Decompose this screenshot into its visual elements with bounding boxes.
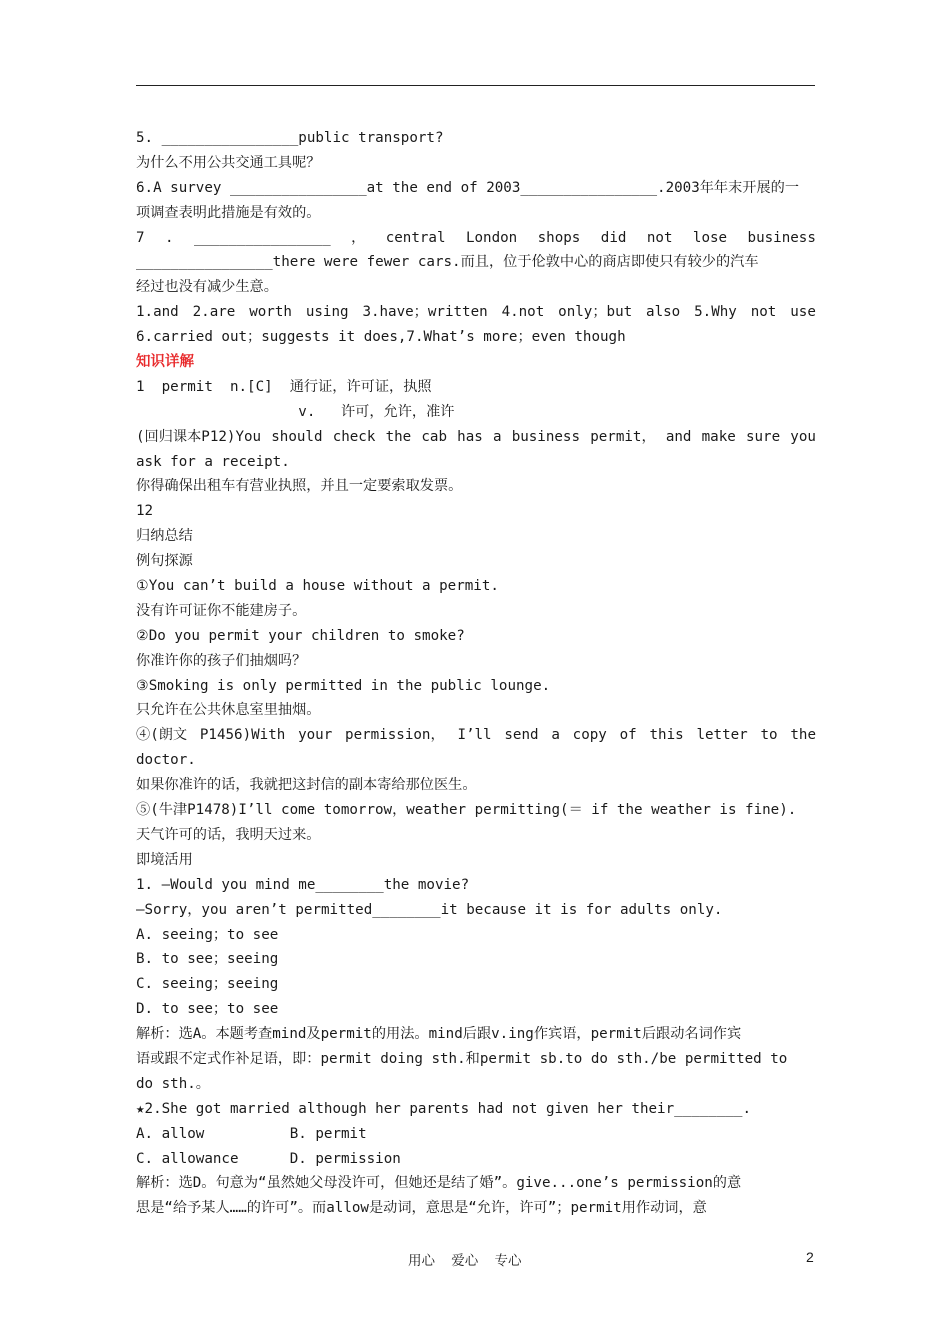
question-2: ★2.She got married although her parents had not given her their________. bbox=[136, 1100, 751, 1117]
header-rule bbox=[136, 85, 815, 86]
example-2: ②Do you permit your children to smoke? bbox=[136, 627, 465, 644]
footer-motto: 用心 爱心 专心 bbox=[408, 1253, 522, 1269]
word: (回归课本P12)You bbox=[136, 428, 262, 445]
example-5: ⑤(牛津P1478)I’ll come tomorrow，weather permitting(＝ if the weather is fine). bbox=[136, 802, 797, 819]
word: central bbox=[385, 229, 446, 246]
exercise-7-line bbox=[136, 226, 816, 251]
question-1-explanation-cont: 语或跟不定式作补足语，即：permit doing sth.和permit sb.to do sth./be permitted to bbox=[136, 1050, 788, 1067]
question-1-explanation-end: do sth.。 bbox=[136, 1075, 210, 1092]
word: the bbox=[385, 428, 412, 445]
example-1: ①You can’t build a house without a permit. bbox=[136, 578, 499, 595]
question-1-option-b: B. to see；seeing bbox=[136, 951, 279, 968]
word: London bbox=[465, 229, 518, 246]
word: only；but bbox=[558, 304, 633, 321]
textbook-example bbox=[136, 425, 816, 450]
word: 5.Why bbox=[694, 304, 737, 321]
word: this bbox=[649, 727, 684, 744]
answers-line-1 bbox=[136, 300, 816, 325]
subheading-practice: 即境活用 bbox=[136, 851, 193, 868]
word: and bbox=[665, 428, 692, 445]
word: use bbox=[790, 304, 816, 321]
example-2-translation: 你准许你的孩子们抽烟吗？ bbox=[136, 652, 307, 669]
word: 7 bbox=[136, 229, 145, 246]
word: worth bbox=[249, 304, 292, 321]
exercise-6-translation: 项调查表明此措施是有效的。 bbox=[136, 204, 321, 221]
definition-verb: v. 许可，允许，准许 bbox=[136, 403, 455, 420]
word: a bbox=[551, 727, 560, 744]
answers-line-2: 6.carried out；suggests it does,7.What’s more；even though bbox=[136, 329, 626, 346]
question-1-explanation: 解析：选A。本题考查mind及permit的用法。mind后跟v.ing作宾语，permit后跟动名词作宾 bbox=[136, 1026, 742, 1043]
word: business bbox=[747, 229, 816, 246]
word: 3.have；written bbox=[362, 304, 488, 321]
example-4-translation: 如果你准许的话，我就把这封信的副本寄给那位医生。 bbox=[136, 777, 477, 794]
word: you bbox=[790, 428, 816, 445]
definition-noun: 1 permit n.[C] 通行证，许可证，执照 bbox=[136, 378, 432, 395]
example-3: ③Smoking is only permitted in the public lounge. bbox=[136, 677, 551, 694]
section-heading: 知识详解 bbox=[136, 354, 194, 371]
word: of bbox=[619, 727, 637, 744]
textbook-example-translation: 你得确保出租车有营业执照，并且一定要索取发票。 bbox=[136, 478, 463, 495]
word: ， bbox=[351, 229, 366, 246]
exercise-7-continuation: ________________there were fewer cars.而且，位于伦敦中心的商店即使只有较少的汽车 bbox=[136, 254, 759, 271]
subheading-examples: 例句探源 bbox=[136, 553, 193, 570]
question-2-options-cd: C. allowance D. permission bbox=[136, 1150, 401, 1167]
word: not bbox=[646, 229, 673, 246]
example-4 bbox=[136, 723, 816, 748]
word: ④(朗文 bbox=[136, 727, 188, 744]
document-body bbox=[136, 126, 816, 1221]
textbook-example-continuation: ask for a receipt. bbox=[136, 453, 290, 470]
question-1-option-d: D. to see；to see bbox=[136, 1001, 279, 1018]
question-2-options-ab: A. allow B. permit bbox=[136, 1125, 367, 1142]
word: ________________ bbox=[193, 229, 331, 246]
word: to bbox=[760, 727, 778, 744]
word: lose bbox=[692, 229, 728, 246]
subheading-summary: 归纳总结 bbox=[136, 528, 193, 545]
word: make bbox=[701, 428, 736, 445]
exercise-7-translation: 经过也没有减少生意。 bbox=[136, 279, 278, 296]
word: letter bbox=[696, 727, 748, 744]
word: not bbox=[750, 304, 777, 321]
exercise-5-line: 5. ________________public transport? bbox=[136, 130, 444, 146]
example-3-translation: 只允许在公共休息室里抽烟。 bbox=[136, 702, 321, 719]
word: . bbox=[164, 229, 174, 246]
word: sure bbox=[745, 428, 781, 445]
example-5-translation: 天气许可的话，我明天过来。 bbox=[136, 826, 321, 843]
word: also bbox=[646, 304, 681, 321]
word: 4.not bbox=[501, 304, 545, 321]
word: P1456)With bbox=[199, 727, 286, 744]
example-1-translation: 没有许可证你不能建房子。 bbox=[136, 602, 307, 619]
word: send bbox=[504, 727, 539, 744]
page-number: 2 bbox=[806, 1249, 814, 1265]
question-1: 1. —Would you mind me________the movie? bbox=[136, 876, 470, 893]
word: copy bbox=[572, 727, 607, 744]
exercise-6-line: 6.A survey ________________at the end of 2003________________.2003年年末开展的一 bbox=[136, 179, 800, 196]
word: has bbox=[457, 428, 483, 445]
question-2-explanation: 解析：选D。句意为“虽然她父母没许可，但她还是结了婚”。give...one’s permission的意 bbox=[136, 1175, 742, 1192]
word: cab bbox=[421, 428, 447, 445]
word: permit， bbox=[590, 428, 656, 445]
question-1-option-a: A. seeing；to see bbox=[136, 926, 279, 943]
word: your bbox=[298, 727, 333, 744]
word: I’ll bbox=[457, 727, 492, 744]
exercise-5-translation: 为什么不用公共交通工具呢？ bbox=[136, 154, 321, 171]
question-2-explanation-cont: 思是“给予某人……的许可”。而allow是动词，意思是“允许，许可”；permit用作动词，意 bbox=[136, 1200, 707, 1217]
word: the bbox=[790, 727, 816, 744]
word: a bbox=[492, 428, 502, 445]
question-1-option-c: C. seeing；seeing bbox=[136, 976, 279, 993]
word: check bbox=[332, 428, 376, 445]
word: should bbox=[271, 428, 323, 445]
word: 1.and bbox=[136, 304, 179, 321]
example-4-continuation: doctor. bbox=[136, 752, 196, 769]
word: using bbox=[305, 304, 349, 321]
word: 2.are bbox=[192, 304, 236, 321]
word: business bbox=[511, 428, 581, 445]
word: permission， bbox=[345, 727, 445, 744]
word: shops bbox=[537, 229, 581, 246]
question-1-reply: —Sorry，you aren’t permitted________it because it is for adults only. bbox=[136, 901, 723, 918]
word: did bbox=[600, 229, 627, 246]
page-ref: 12 bbox=[136, 503, 154, 520]
